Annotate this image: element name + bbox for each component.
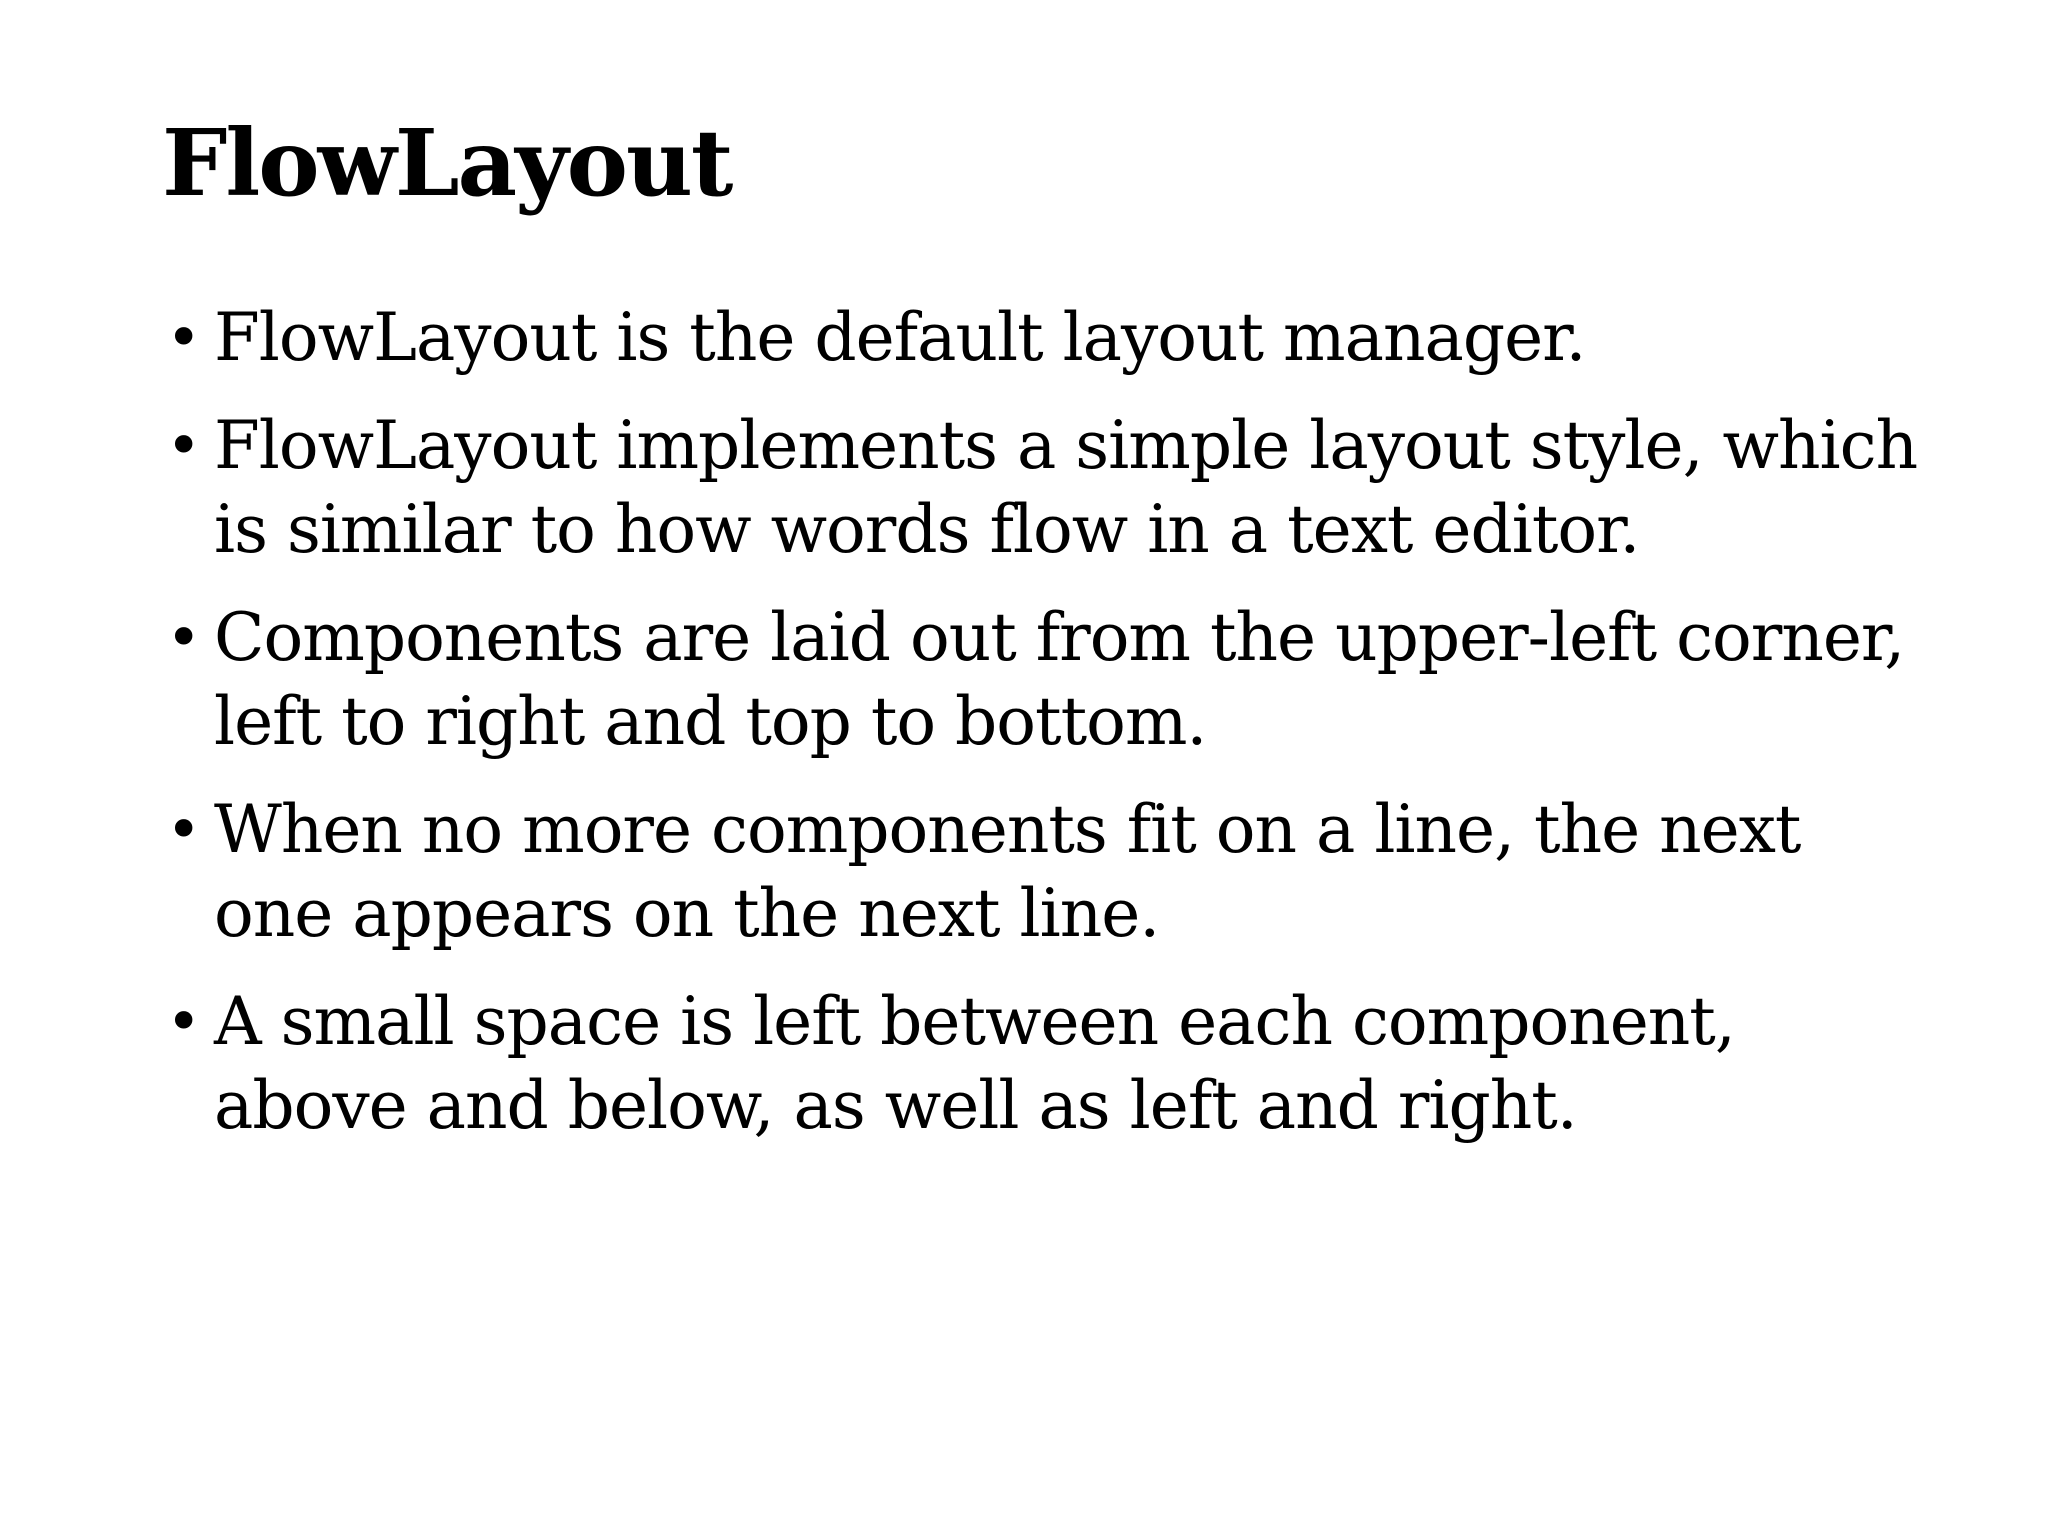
bullet-dot-icon: •: [166, 603, 201, 673]
bullet-item: [162, 296, 1922, 380]
bullet-item: [162, 788, 1922, 956]
bullet-list: [162, 296, 1922, 1172]
bullet-text: FlowLayout is the default layout manager.: [214, 299, 1586, 376]
bullet-dot-icon: •: [166, 987, 201, 1057]
bullet-dot-icon: •: [166, 795, 201, 865]
bullet-text: Components are laid out from the upper-left corner, left to right and top to bottom.: [214, 599, 1905, 760]
slide-title: FlowLayout: [162, 109, 732, 217]
bullet-dot-icon: •: [166, 411, 201, 481]
bullet-text: FlowLayout implements a simple layout style, which is similar to how words flow in a text editor.: [214, 407, 1918, 568]
bullet-text: A small space is left between each component, above and below, as well as left and right.: [214, 983, 1735, 1144]
bullet-text: When no more components fit on a line, the next one appears on the next line.: [214, 791, 1801, 952]
bullet-item: [162, 404, 1922, 572]
bullet-dot-icon: •: [166, 303, 201, 373]
bullet-item: [162, 596, 1922, 764]
bullet-item: [162, 980, 1922, 1148]
